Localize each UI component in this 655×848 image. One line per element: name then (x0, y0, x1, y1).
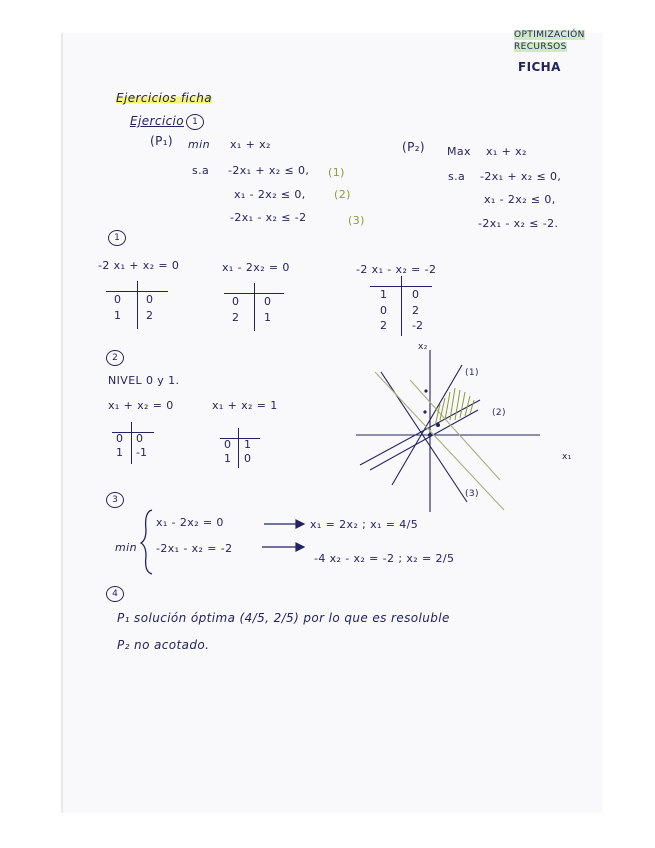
step1-eq-3: -2 x₁ - x₂ = -2 (356, 263, 437, 276)
cell: 1 (380, 288, 387, 301)
step-4-circle: 4 (106, 586, 124, 602)
exercise-number-circle: 1 (186, 114, 204, 130)
page-title: Ejercicios ficha (116, 91, 213, 105)
p2-objective-keyword: Max (447, 145, 471, 158)
p2-constraint-3: -2x₁ - x₂ ≤ -2. (478, 217, 559, 230)
graph-line-label-1: (1) (465, 368, 479, 378)
sheet-tag: FICHA (518, 60, 561, 74)
step1-eq-1: -2 x₁ + x₂ = 0 (98, 259, 180, 272)
step2-eq-level0: x₁ + x₂ = 0 (108, 399, 174, 412)
cell: 0 (380, 304, 387, 317)
p1-objective: x₁ + x₂ (230, 138, 271, 151)
cell: -2 (412, 319, 423, 332)
cell: 2 (146, 309, 153, 322)
p1-constraint-2: x₁ - 2x₂ ≤ 0, (234, 188, 306, 201)
step2-level-text: NIVEL 0 y 1. (108, 374, 180, 387)
subject-line-1: OPTIMIZACIÓN (514, 30, 585, 40)
cell: 2 (232, 311, 239, 324)
cell: 0 (244, 452, 251, 465)
graph-line-label-2: (2) (492, 408, 506, 418)
step1-eq-2: x₁ - 2x₂ = 0 (222, 261, 290, 274)
step4-line-2: P₂ no acotado. (117, 638, 210, 652)
p1-objective-keyword: min (188, 138, 210, 151)
cell: 2 (412, 304, 419, 317)
cell: 0 (114, 293, 121, 306)
subject-line-2: RECURSOS (514, 42, 567, 52)
p1-constraint-3-tag: (3) (348, 214, 365, 227)
cell: 1 (264, 311, 271, 324)
p2-constraint-1: -2x₁ + x₂ ≤ 0, (480, 170, 562, 183)
cell: 1 (116, 446, 123, 459)
cell: 0 (146, 293, 153, 306)
p2-objective: x₁ + x₂ (486, 145, 527, 158)
p1-subject-to: s.a (192, 164, 210, 177)
step-2-circle: 2 (106, 350, 124, 366)
step3-row-2-result: -4 x₂ - x₂ = -2 ; x₂ = 2/5 (314, 552, 455, 565)
cell: 0 (136, 432, 143, 445)
cell: 0 (224, 438, 231, 451)
p1-constraint-2-tag: (2) (334, 188, 351, 201)
step3-label: min (115, 541, 137, 554)
graph-line-label-3: (3) (465, 489, 479, 499)
p2-name: (P₂) (402, 140, 426, 154)
cell: -1 (136, 446, 147, 459)
p1-constraint-1-tag: (1) (328, 166, 345, 179)
p1-name: (P₁) (150, 134, 174, 148)
step2-eq-level1: x₁ + x₂ = 1 (212, 399, 278, 412)
step3-row-1-result: x₁ = 2x₂ ; x₁ = 4/5 (310, 518, 419, 531)
p1-constraint-1: -2x₁ + x₂ ≤ 0, (228, 164, 310, 177)
cell: 0 (264, 295, 271, 308)
step-3-circle: 3 (106, 492, 124, 508)
exercise-label: Ejercicio (130, 114, 185, 128)
cell: 1 (224, 452, 231, 465)
graph-x-axis-label: x₁ (562, 452, 572, 462)
step4-line-1: P₁ solución óptima (4/5, 2/5) por lo que es resoluble (117, 611, 450, 625)
p2-constraint-2: x₁ - 2x₂ ≤ 0, (484, 193, 556, 206)
step3-row-1: x₁ - 2x₂ = 0 (156, 516, 224, 529)
cell: 0 (116, 432, 123, 445)
cell: 2 (380, 319, 387, 332)
step-1-circle: 1 (108, 230, 126, 246)
cell: 1 (114, 309, 121, 322)
cell: 1 (244, 438, 251, 451)
p1-constraint-3: -2x₁ - x₂ ≤ -2 (230, 211, 307, 224)
graph-y-axis-label: x₂ (418, 342, 428, 352)
p2-subject-to: s.a (448, 170, 466, 183)
cell: 0 (412, 288, 419, 301)
cell: 0 (232, 295, 239, 308)
step3-row-2: -2x₁ - x₂ = -2 (156, 542, 233, 555)
